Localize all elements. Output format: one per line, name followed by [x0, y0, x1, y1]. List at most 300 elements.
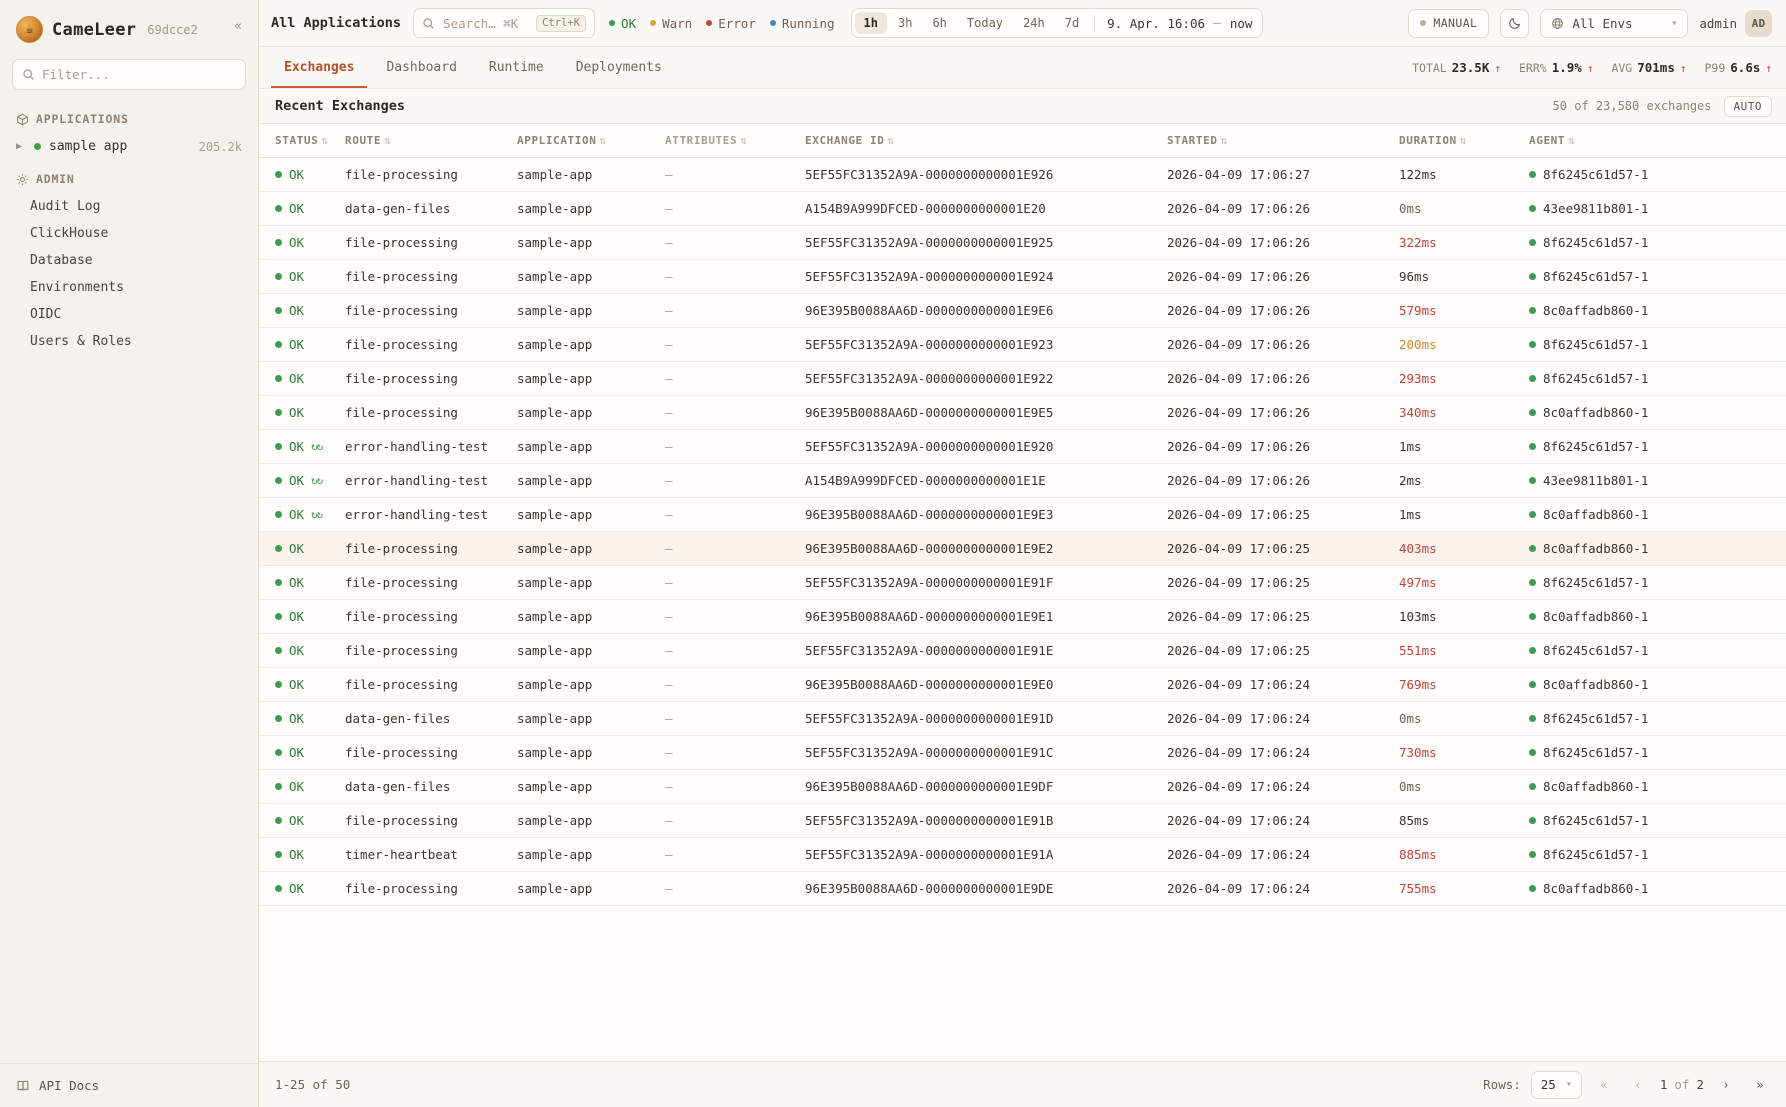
cell-attributes: —: [665, 328, 805, 362]
agent-status-dot-icon: [1529, 579, 1536, 586]
cell-route: data-gen-files: [345, 702, 517, 736]
cell-attributes: —: [665, 498, 805, 532]
col-label: STATUS: [275, 134, 319, 147]
cell-agent: [1529, 804, 1786, 838]
cell-route: timer-heartbeat: [345, 838, 517, 872]
sidebar-filter-wrap: [0, 57, 258, 100]
status-filter-chips: [609, 16, 835, 31]
cell-agent: [1529, 260, 1786, 294]
cell-duration: 122ms: [1399, 158, 1529, 192]
cell-started: 2026-04-09 17:06:24: [1167, 736, 1399, 770]
cell-attributes: —: [665, 838, 805, 872]
cell-status: [259, 226, 345, 260]
cell-status: [259, 804, 345, 838]
cell-agent: [1529, 838, 1786, 872]
range-to-value[interactable]: now: [1229, 15, 1253, 31]
metric-p99: [1704, 60, 1772, 75]
cell-attributes: —: [665, 566, 805, 600]
cell-attributes: —: [665, 464, 805, 498]
agent-status-dot-icon: [1529, 817, 1536, 824]
status-label: OK: [289, 473, 305, 488]
brand[interactable]: [0, 0, 258, 57]
metric-label: P99: [1704, 61, 1726, 75]
sort-icon: ⇅: [740, 134, 748, 147]
range-btn-1h[interactable]: 1h: [855, 12, 887, 34]
cell-duration: 1ms: [1399, 498, 1529, 532]
cell-agent: [1529, 566, 1786, 600]
cell-agent: [1529, 430, 1786, 464]
table-row[interactable]: [259, 872, 1786, 906]
cell-status: [259, 532, 345, 566]
cell-status: [259, 192, 345, 226]
cell-status: [259, 566, 345, 600]
cell-application: sample-app: [517, 566, 665, 600]
book-icon: [16, 1079, 30, 1093]
cell-duration: 0ms: [1399, 770, 1529, 804]
status-dot-icon: [275, 817, 282, 824]
filter-input[interactable]: [42, 67, 236, 82]
chevron-down-icon: ▾: [1671, 17, 1678, 29]
status-badge: [275, 473, 339, 488]
metric-value: 1.9%: [1551, 60, 1582, 75]
col-duration[interactable]: [1399, 124, 1529, 158]
cell-duration: 579ms: [1399, 294, 1529, 328]
cell-attributes: —: [665, 430, 805, 464]
agent-label: 8c0affadb860-1: [1543, 405, 1649, 420]
cell-exchange-id: 5EF55FC31352A9A-0000000000001E91A: [805, 838, 1167, 872]
status-dot-icon: [275, 579, 282, 586]
table-row[interactable]: [259, 702, 1786, 736]
status-label: OK: [289, 711, 305, 726]
rows-per-page-select[interactable]: [1531, 1071, 1582, 1099]
cell-exchange-id: 96E395B0088AA6D-0000000000001E9E5: [805, 396, 1167, 430]
api-docs-label: API Docs: [39, 1078, 100, 1093]
page-current: 1: [1659, 1077, 1668, 1092]
sidebar-item-sample-app[interactable]: [8, 133, 250, 160]
app-logo-icon: ☕: [16, 16, 43, 43]
cell-exchange-id: 5EF55FC31352A9A-0000000000001E91D: [805, 702, 1167, 736]
status-label: OK: [289, 643, 305, 658]
cell-attributes: —: [665, 872, 805, 906]
sidebar-app-label: sample app: [49, 139, 128, 154]
col-label: DURATION: [1399, 134, 1457, 147]
tabs-bar: [259, 47, 1786, 89]
sidebar: [0, 0, 259, 1107]
pagination-range: 1-25 of 50: [275, 1077, 351, 1092]
sidebar-item-audit-log[interactable]: Audit Log: [30, 199, 101, 214]
cell-duration: 1ms: [1399, 430, 1529, 464]
filter-chip-running[interactable]: [770, 16, 835, 31]
cell-duration: 769ms: [1399, 668, 1529, 702]
agent-label: 8f6245c61d57-1: [1543, 371, 1649, 386]
cell-started: 2026-04-09 17:06:25: [1167, 566, 1399, 600]
cell-application: sample-app: [517, 634, 665, 668]
cell-agent: [1529, 362, 1786, 396]
globe-icon: [1551, 17, 1564, 30]
filter-chip-error[interactable]: [706, 16, 756, 31]
avatar: AD: [1745, 10, 1772, 37]
cell-agent: [1529, 770, 1786, 804]
admin-section-label: ADMIN: [36, 172, 75, 186]
metric-label: AVG: [1611, 61, 1633, 75]
cell-route: file-processing: [345, 804, 517, 838]
status-label: OK: [289, 745, 305, 760]
refresh-mode-label: MANUAL: [1433, 16, 1478, 30]
cell-status: [259, 838, 345, 872]
table-row[interactable]: [259, 634, 1786, 668]
cell-application: sample-app: [517, 328, 665, 362]
cell-started: 2026-04-09 17:06:26: [1167, 328, 1399, 362]
search-placeholder: Search… ⌘K: [443, 15, 519, 31]
cell-started: 2026-04-09 17:06:27: [1167, 158, 1399, 192]
cell-duration: 103ms: [1399, 600, 1529, 634]
chevron-right-icon: ▶: [16, 141, 23, 152]
section-bar-right: [1553, 96, 1772, 117]
cell-application: sample-app: [517, 600, 665, 634]
table-row[interactable]: [259, 736, 1786, 770]
agent-label: 8c0affadb860-1: [1543, 541, 1649, 556]
cell-application: sample-app: [517, 872, 665, 906]
status-dot-icon: [275, 205, 282, 212]
cell-application: sample-app: [517, 702, 665, 736]
agent-status-dot-icon: [1529, 171, 1536, 178]
exchanges-table-wrap: [259, 123, 1786, 1061]
cell-application: sample-app: [517, 804, 665, 838]
cell-started: 2026-04-09 17:06:26: [1167, 464, 1399, 498]
cell-status: [259, 430, 345, 464]
table-header-row: [259, 124, 1786, 158]
status-dot-icon: [275, 375, 282, 382]
next-page-button[interactable]: ›: [1722, 1077, 1730, 1092]
cell-exchange-id: 96E395B0088AA6D-0000000000001E9E3: [805, 498, 1167, 532]
col-label: ROUTE: [345, 134, 382, 147]
cell-duration: 885ms: [1399, 838, 1529, 872]
cell-route: file-processing: [345, 328, 517, 362]
metric-value: 701ms: [1637, 60, 1675, 75]
agent-label: 8f6245c61d57-1: [1543, 167, 1649, 182]
cell-attributes: —: [665, 396, 805, 430]
agent-status-dot-icon: [1529, 307, 1536, 314]
cell-route: data-gen-files: [345, 770, 517, 804]
table-row[interactable]: [259, 770, 1786, 804]
tab-dashboard[interactable]: Dashboard: [386, 60, 457, 75]
status-label: OK: [289, 575, 305, 590]
col-attributes[interactable]: [665, 124, 805, 158]
auto-refresh-badge[interactable]: AUTO: [1724, 96, 1773, 117]
table-row[interactable]: [259, 600, 1786, 634]
table-row[interactable]: [259, 362, 1786, 396]
agent-status-dot-icon: [1529, 477, 1536, 484]
table-header: [259, 124, 1786, 158]
trend-up-icon: ↑: [1765, 62, 1772, 75]
table-row[interactable]: [259, 668, 1786, 702]
table-row[interactable]: [259, 804, 1786, 838]
cell-duration: 497ms: [1399, 566, 1529, 600]
agent-status-dot-icon: [1529, 205, 1536, 212]
cell-application: sample-app: [517, 226, 665, 260]
brand-version-hash: 69dcce2: [147, 22, 198, 37]
range-btn-6h[interactable]: 6h: [932, 16, 947, 30]
cell-attributes: —: [665, 668, 805, 702]
cell-exchange-id: 5EF55FC31352A9A-0000000000001E926: [805, 158, 1167, 192]
cell-agent: [1529, 600, 1786, 634]
agent-status-dot-icon: [1529, 681, 1536, 688]
cell-exchange-id: 96E395B0088AA6D-0000000000001E9E6: [805, 294, 1167, 328]
cell-application: sample-app: [517, 362, 665, 396]
user-menu[interactable]: [1699, 10, 1772, 37]
col-exchange-id[interactable]: [805, 124, 1167, 158]
topbar-right: [1408, 9, 1772, 38]
agent-status-dot-icon: [1529, 341, 1536, 348]
range-btn-3h[interactable]: 3h: [898, 16, 913, 30]
status-label: OK: [289, 371, 305, 386]
cell-duration: 85ms: [1399, 804, 1529, 838]
agent-badge: [1529, 609, 1780, 624]
first-page-button[interactable]: «: [1600, 1077, 1608, 1092]
page-of-label: of: [1674, 1077, 1690, 1092]
status-dot-icon: [275, 749, 282, 756]
col-application[interactable]: [517, 124, 665, 158]
status-label: OK: [289, 337, 305, 352]
status-label: OK: [289, 507, 305, 522]
agent-status-dot-icon: [1529, 239, 1536, 246]
search-shortcut-badge: Ctrl+K: [536, 15, 586, 32]
cell-agent: [1529, 158, 1786, 192]
cell-attributes: —: [665, 804, 805, 838]
status-label: OK: [289, 881, 305, 896]
theme-toggle-button[interactable]: [1500, 9, 1529, 38]
status-dot-icon: [275, 443, 282, 450]
metric-label: ERR%: [1519, 61, 1547, 75]
cell-started: 2026-04-09 17:06:26: [1167, 362, 1399, 396]
status-dot-icon: [275, 647, 282, 654]
sidebar-collapse-icon[interactable]: «: [234, 18, 242, 34]
table-row[interactable]: [259, 294, 1786, 328]
table-row[interactable]: [259, 260, 1786, 294]
sidebar-app-count: 205.2k: [198, 139, 242, 154]
cell-agent: [1529, 464, 1786, 498]
status-badge: [275, 813, 339, 828]
status-badge: [275, 847, 339, 862]
agent-label: 8f6245c61d57-1: [1543, 337, 1649, 352]
table-row[interactable]: [259, 838, 1786, 872]
sort-icon: ⇅: [1568, 134, 1576, 147]
table-row[interactable]: [259, 464, 1786, 498]
cell-duration: 200ms: [1399, 328, 1529, 362]
status-dot-icon: [275, 851, 282, 858]
sidebar-item-oidc[interactable]: OIDC: [30, 307, 62, 322]
agent-label: 8f6245c61d57-1: [1543, 813, 1649, 828]
col-route[interactable]: [345, 124, 517, 158]
agent-badge: [1529, 813, 1780, 828]
cell-status: [259, 362, 345, 396]
status-dot-icon: [275, 171, 282, 178]
api-docs-link[interactable]: [0, 1063, 258, 1107]
cell-route: file-processing: [345, 158, 517, 192]
col-started[interactable]: [1167, 124, 1399, 158]
status-label: OK: [289, 779, 305, 794]
prev-page-button[interactable]: ‹: [1634, 1077, 1642, 1092]
time-range-group: [851, 8, 1264, 38]
page-title: Recent Exchanges: [275, 98, 406, 114]
cell-route: file-processing: [345, 532, 517, 566]
running-dot-icon: [770, 20, 776, 26]
status-label: OK: [289, 405, 305, 420]
manual-dot-icon: [1420, 20, 1426, 26]
filter-box[interactable]: [12, 59, 246, 90]
applications-section-header: [0, 100, 258, 133]
cell-started: 2026-04-09 17:06:25: [1167, 600, 1399, 634]
cell-exchange-id: 5EF55FC31352A9A-0000000000001E91B: [805, 804, 1167, 838]
brand-name: CameLeer: [52, 19, 137, 40]
cell-exchange-id: 5EF55FC31352A9A-0000000000001E923: [805, 328, 1167, 362]
col-label: ATTRIBUTES: [665, 134, 738, 147]
cell-status: [259, 294, 345, 328]
cell-route: error-handling-test: [345, 430, 517, 464]
status-badge: [275, 609, 339, 624]
agent-label: 8f6245c61d57-1: [1543, 745, 1649, 760]
agent-badge: [1529, 575, 1780, 590]
agent-badge: [1529, 303, 1780, 318]
table-row[interactable]: [259, 566, 1786, 600]
cell-exchange-id: 5EF55FC31352A9A-0000000000001E91C: [805, 736, 1167, 770]
divider: [1094, 15, 1095, 32]
agent-badge: [1529, 745, 1780, 760]
last-page-button[interactable]: »: [1756, 1077, 1764, 1092]
agent-label: 8f6245c61d57-1: [1543, 269, 1649, 284]
status-label: OK: [289, 201, 305, 216]
tab-runtime[interactable]: Runtime: [488, 60, 544, 75]
agent-status-dot-icon: [1529, 749, 1536, 756]
status-label: OK: [289, 813, 305, 828]
cell-route: error-handling-test: [345, 498, 517, 532]
status-badge: [275, 677, 339, 692]
retry-icon: ↻↻: [311, 440, 323, 453]
status-label: OK: [289, 439, 305, 454]
agent-status-dot-icon: [1529, 851, 1536, 858]
filter-chip-ok[interactable]: [609, 16, 636, 31]
sidebar-item-users-roles[interactable]: Users & Roles: [30, 334, 132, 349]
cell-status: [259, 634, 345, 668]
col-label: APPLICATION: [517, 134, 597, 147]
cell-started: 2026-04-09 17:06:26: [1167, 260, 1399, 294]
cell-duration: 322ms: [1399, 226, 1529, 260]
cell-route: error-handling-test: [345, 464, 517, 498]
status-label: OK: [289, 677, 305, 692]
gear-icon: [16, 173, 29, 186]
cell-application: sample-app: [517, 192, 665, 226]
agent-label: 8f6245c61d57-1: [1543, 575, 1649, 590]
agent-badge: [1529, 643, 1780, 658]
agent-badge: [1529, 847, 1780, 862]
cell-agent: [1529, 872, 1786, 906]
section-bar: [259, 89, 1786, 123]
table-row[interactable]: [259, 532, 1786, 566]
range-from-value[interactable]: 9. Apr. 16:06: [1107, 15, 1206, 31]
table-row[interactable]: [259, 226, 1786, 260]
table-row[interactable]: [259, 498, 1786, 532]
application-selector[interactable]: All Applications: [271, 15, 402, 31]
cell-status: [259, 736, 345, 770]
cell-route: file-processing: [345, 566, 517, 600]
sidebar-item-database[interactable]: Database: [30, 253, 93, 268]
table-row[interactable]: [259, 158, 1786, 192]
metric-value: 23.5K: [1451, 60, 1490, 75]
cell-route: file-processing: [345, 872, 517, 906]
tab-exchanges[interactable]: Exchanges: [271, 49, 367, 88]
cell-duration: 403ms: [1399, 532, 1529, 566]
trend-up-icon: ↑: [1586, 62, 1594, 75]
range-btn-24h[interactable]: 24h: [1023, 16, 1045, 30]
agent-badge: [1529, 541, 1780, 556]
status-badge: [275, 711, 339, 726]
agent-label: 8c0affadb860-1: [1543, 507, 1649, 522]
status-dot-icon: [275, 239, 282, 246]
col-agent[interactable]: [1529, 124, 1786, 158]
table-row[interactable]: [259, 396, 1786, 430]
sort-icon: ⇅: [384, 134, 392, 147]
sidebar-item-clickhouse[interactable]: ClickHouse: [30, 226, 109, 241]
status-dot-icon: [275, 545, 282, 552]
cell-route: file-processing: [345, 396, 517, 430]
filter-chip-warn[interactable]: [650, 16, 692, 31]
cell-status: [259, 770, 345, 804]
agent-label: 8c0affadb860-1: [1543, 303, 1649, 318]
cell-started: 2026-04-09 17:06:26: [1167, 294, 1399, 328]
cell-exchange-id: 96E395B0088AA6D-0000000000001E9E1: [805, 600, 1167, 634]
range-btn-7d[interactable]: 7d: [1064, 16, 1080, 30]
cell-application: sample-app: [517, 770, 665, 804]
sidebar-item-environments[interactable]: Environments: [30, 280, 124, 295]
cell-application: sample-app: [517, 430, 665, 464]
cell-duration: 340ms: [1399, 396, 1529, 430]
status-badge: [275, 405, 339, 420]
cell-started: 2026-04-09 17:06:25: [1167, 498, 1399, 532]
cell-exchange-id: 96E395B0088AA6D-0000000000001E9DF: [805, 770, 1167, 804]
status-dot-icon: [275, 477, 282, 484]
sort-icon: ⇅: [321, 134, 329, 147]
cell-status: [259, 158, 345, 192]
agent-label: 8f6245c61d57-1: [1543, 439, 1649, 454]
cell-started: 2026-04-09 17:06:26: [1167, 396, 1399, 430]
table-footer: [259, 1061, 1786, 1107]
table-row[interactable]: [259, 328, 1786, 362]
range-btn-today[interactable]: Today: [966, 16, 1004, 30]
refresh-mode-button[interactable]: [1408, 9, 1489, 38]
tab-deployments[interactable]: Deployments: [575, 60, 662, 75]
filter-chip-label: Warn: [662, 15, 693, 31]
cell-application: sample-app: [517, 736, 665, 770]
status-badge: [275, 235, 339, 250]
rows-per-page-value: 25: [1540, 1077, 1556, 1092]
status-badge: [275, 541, 339, 556]
table-row[interactable]: [259, 192, 1786, 226]
environment-select[interactable]: [1540, 9, 1688, 38]
agent-label: 8c0affadb860-1: [1543, 779, 1649, 794]
cell-exchange-id: 96E395B0088AA6D-0000000000001E9E2: [805, 532, 1167, 566]
col-status[interactable]: [259, 124, 345, 158]
agent-badge: [1529, 167, 1780, 182]
cell-duration: 755ms: [1399, 872, 1529, 906]
status-label: OK: [289, 541, 305, 556]
result-count: 50 of 23,580 exchanges: [1552, 99, 1712, 113]
search-box[interactable]: [413, 8, 595, 38]
cell-exchange-id: 5EF55FC31352A9A-0000000000001E91E: [805, 634, 1167, 668]
cell-exchange-id: 5EF55FC31352A9A-0000000000001E920: [805, 430, 1167, 464]
table-row[interactable]: [259, 430, 1786, 464]
agent-status-dot-icon: [1529, 443, 1536, 450]
cell-agent: [1529, 532, 1786, 566]
